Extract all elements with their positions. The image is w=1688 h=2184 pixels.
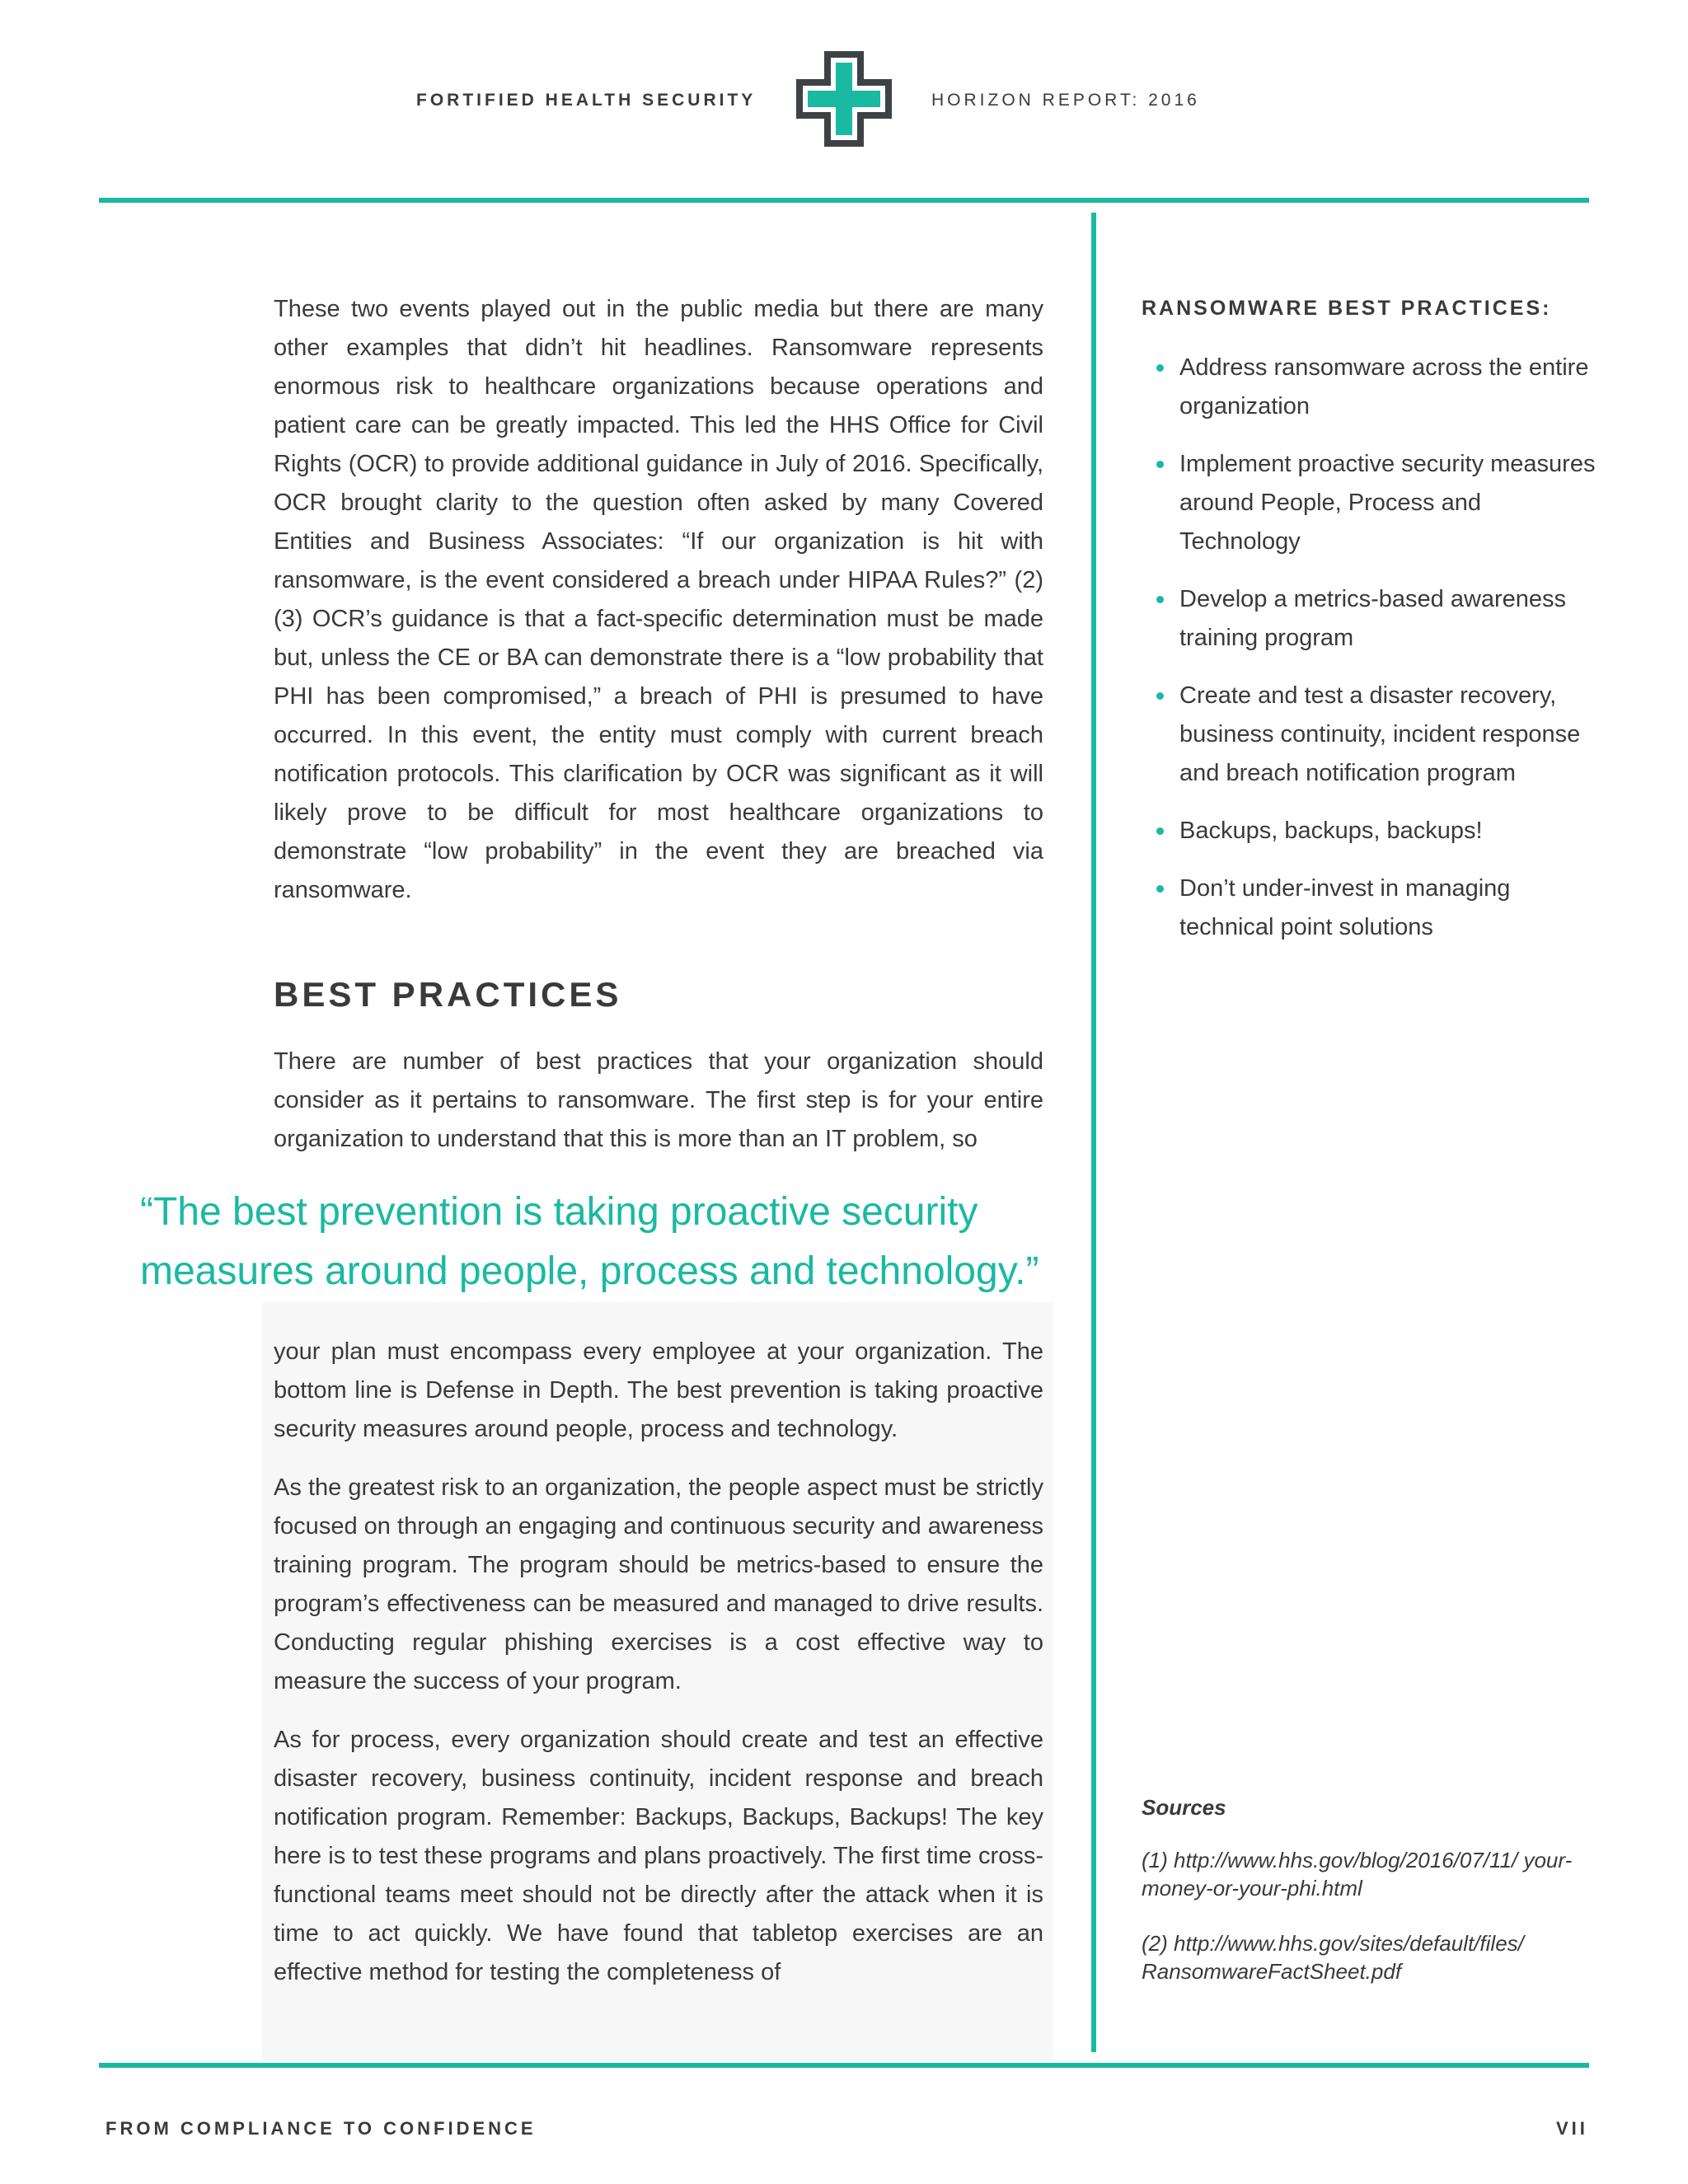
main-column-2 <box>274 1043 1043 1179</box>
main-column-3 <box>274 1333 1043 2012</box>
bullet-icon <box>1156 885 1164 893</box>
bullet-icon <box>1156 461 1164 468</box>
sources-title: Sources <box>1142 1795 1226 1820</box>
bullet-icon <box>1156 596 1164 603</box>
header-report-title: HORIZON REPORT: 2016 <box>931 91 1200 110</box>
body-paragraph: As for process, every organization should create and test an effective disaster recovery, business continuity, incident response and breach notification program. Remember: Backups, Backups, Backups! The key here is to test these programs and plans proactively. The first time cross-functional teams meet should not be directly after the attack when it is time to act quickly. We have found that tabletop exercises are an effective method for testing the completeness of <box>274 1727 1043 1985</box>
list-item: Develop a metrics-based awareness training program <box>1142 580 1603 658</box>
body-paragraph: There are number of best practices that your organization should consider as it pertains to ransomware. The first step is for your entire organization to understand that this is more than an IT problem, so <box>274 1048 1043 1152</box>
best-practices-list <box>1142 349 1603 966</box>
column-divider <box>1091 213 1096 2052</box>
bullet-icon <box>1156 827 1164 835</box>
top-divider <box>99 198 1589 203</box>
header-publisher: FORTIFIED HEALTH SECURITY <box>416 91 757 110</box>
list-item: Implement proactive security measures around People, Process and Technology <box>1142 445 1603 561</box>
list-item: Backups, backups, backups! <box>1142 812 1603 851</box>
body-paragraph: These two events played out in the public media but there are many other examples that didn’t hit headlines. Ransomware represents enormous risk to healthcare organizations because operations and patient care can be greatly impacted. This led the HHS Office for Civil Rights (OCR) to provide additional guidance in July of 2016. Specifically, OCR brought clarity to the question often asked by many Covered Entities and Business Associates: “If our organization is hit with ransomware, is the event considered a breach under HIPAA Rules?” (2) (3) OCR’s guidance is that a fact-specific determination must be made but, unless the CE or BA can demonstrate there is a “low probability that PHI has been compromised,” a breach of PHI is presumed to have occurred. In this event, the entity must comply with current breach notification protocols. This clarification by OCR was significant as it will likely prove to be difficult for most healthcare organizations to demonstrate “low probability” in the event they are breached via ransomware. <box>274 296 1043 903</box>
sidebar-title: RANSOMWARE BEST PRACTICES: <box>1142 297 1552 320</box>
list-item: Address ransomware across the entire organization <box>1142 349 1603 426</box>
section-heading: BEST PRACTICES <box>274 975 622 1014</box>
list-item: Create and test a disaster recovery, business continuity, incident response and breach notification program <box>1142 677 1603 793</box>
main-column <box>274 290 1043 930</box>
bullet-icon <box>1156 692 1164 700</box>
source-link[interactable]: (2) http://www.hhs.gov/sites/default/files/ RansomwareFactSheet.pdf <box>1142 1931 1524 1984</box>
bottom-divider <box>99 2063 1589 2068</box>
body-paragraph: As the greatest risk to an organization, the people aspect must be strictly focused on through an engaging and continuous security and awareness training program. The program should be metrics-based to ensure the program’s effectiveness can be measured and managed to drive results. Conducting regular phishing exercises is a cost effective way to measure the success of your program. <box>274 1474 1043 1694</box>
source-link[interactable]: (1) http://www.hhs.gov/blog/2016/07/11/ your-money-or-your-phi.html <box>1142 1848 1573 1900</box>
pull-quote: “The best prevention is taking proactive security measures around people, process and technology.” <box>140 1190 1039 1293</box>
bullet-icon <box>1156 364 1164 372</box>
cross-logo-icon <box>793 48 895 150</box>
list-item: Don’t under-invest in managing technical point solutions <box>1142 869 1603 947</box>
footer-title: FROM COMPLIANCE TO CONFIDENCE <box>106 2118 537 2139</box>
body-paragraph: your plan must encompass every employee at your organization. The bottom line is Defense in Depth. The best prevention is taking proactive security measures around people, process and technology. <box>274 1338 1043 1442</box>
page-number: VII <box>1556 2118 1588 2139</box>
